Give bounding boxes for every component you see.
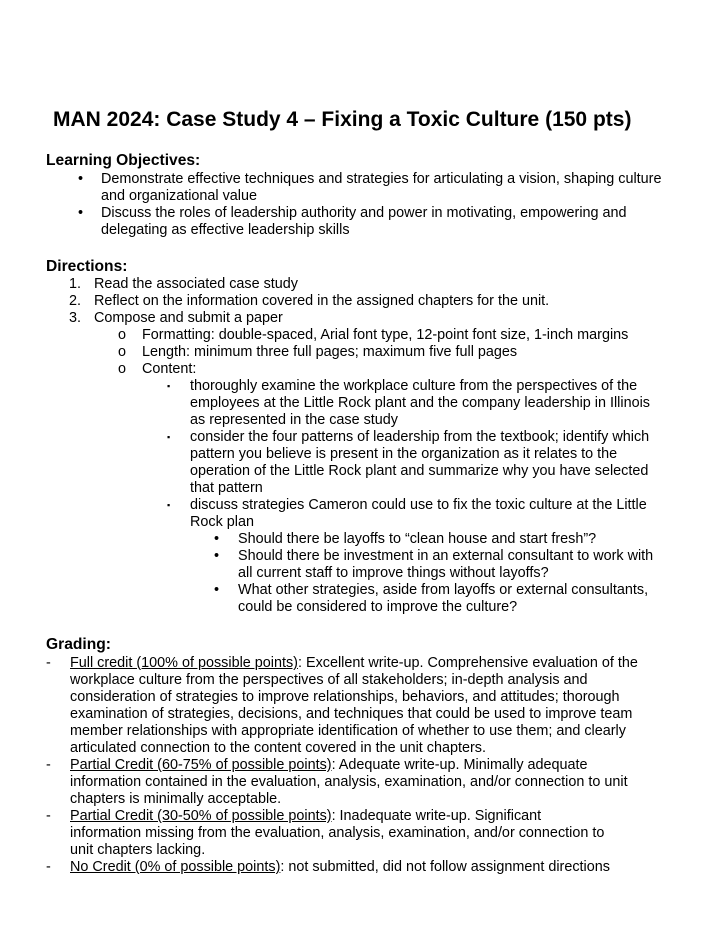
question-text: Should there be layoffs to “clean house and start fresh”? bbox=[238, 531, 597, 547]
list-item bbox=[0, 205, 716, 239]
list-item bbox=[0, 327, 716, 344]
grade-description: : not submitted, did not follow assignment directions bbox=[280, 859, 610, 875]
grade-label: Partial Credit (30-50% of possible points) bbox=[70, 808, 332, 824]
directions-heading: Directions: bbox=[46, 258, 128, 275]
list-item bbox=[0, 531, 716, 548]
step-number: 3. bbox=[69, 310, 82, 326]
requirement-text: Length: minimum three full pages; maximum five full pages bbox=[142, 344, 518, 360]
list-item bbox=[0, 276, 716, 293]
dash-marker: - bbox=[46, 655, 51, 671]
page-title: MAN 2024: Case Study 4 – Fixing a Toxic Culture (150 pts) bbox=[53, 108, 632, 131]
grading-heading: Grading: bbox=[46, 636, 111, 653]
questions-list bbox=[0, 531, 716, 616]
list-item bbox=[0, 293, 716, 310]
grade-description: : Inadequate write-up. Significant information missing from the evaluation, analysis, examination, and/or connection to unit chapters lacking. bbox=[70, 808, 605, 858]
list-item bbox=[0, 497, 716, 531]
list-item bbox=[0, 429, 716, 497]
bullet-marker: • bbox=[214, 531, 220, 547]
dash-marker: - bbox=[46, 808, 51, 824]
list-item bbox=[0, 310, 716, 327]
question-text: What other strategies, aside from layoffs or external consultants, could be considered to improve the culture? bbox=[238, 582, 649, 615]
directions-list bbox=[0, 276, 716, 327]
square-marker: ▪ bbox=[167, 432, 171, 442]
bullet-marker: • bbox=[214, 582, 220, 598]
dash-marker: - bbox=[46, 859, 51, 875]
list-item bbox=[0, 378, 716, 429]
objective-text: Demonstrate effective techniques and strategies for articulating a vision, shaping culture and organizational value bbox=[101, 171, 662, 204]
step-text: Read the associated case study bbox=[94, 276, 298, 292]
content-list bbox=[0, 378, 716, 531]
list-item bbox=[0, 171, 716, 205]
objective-text: Discuss the roles of leadership authority and power in motivating, empowering and delegating as effective leadership skills bbox=[101, 205, 627, 238]
content-text: thoroughly examine the workplace culture from the perspectives of the employees at the Little Rock plant and the company leadership in Illinois as represented in the case study bbox=[190, 378, 650, 428]
grade-label: No Credit (0% of possible points) bbox=[70, 859, 281, 875]
grade-label: Full credit (100% of possible points) bbox=[70, 655, 298, 671]
requirement-text: Formatting: double-spaced, Arial font type, 12-point font size, 1-inch margins bbox=[142, 327, 629, 343]
circle-marker: o bbox=[118, 344, 127, 360]
bullet-marker: • bbox=[214, 548, 220, 564]
requirement-text: Content: bbox=[142, 361, 197, 377]
learning-objectives-list bbox=[0, 171, 716, 239]
dash-marker: - bbox=[46, 757, 51, 773]
content-text: discuss strategies Cameron could use to fix the toxic culture at the Little Rock plan bbox=[190, 497, 647, 530]
step-number: 2. bbox=[69, 293, 82, 309]
list-item bbox=[0, 361, 716, 378]
content-text: consider the four patterns of leadership from the textbook; identify which pattern you believe is present in the organization as it relates to the operation of the Little Rock plant and summarize why you have selected that pattern bbox=[190, 429, 650, 496]
circle-marker: o bbox=[118, 327, 127, 343]
question-text: Should there be investment in an external consultant to work with all current staff to improve things without layoffs? bbox=[238, 548, 654, 581]
learning-objectives-heading: Learning Objectives: bbox=[46, 152, 201, 169]
step-text: Compose and submit a paper bbox=[94, 310, 283, 326]
bullet-marker: • bbox=[78, 171, 84, 187]
grade-description: : Excellent write-up. Comprehensive evaluation of the workplace culture from the perspectives of all stakeholders; in-depth analysis and consideration of strategies to improve relationships, behaviors, and attitudes; thorough examination of strategies, decisions, and techniques that could be used to improve team member relationships with appropriate identification of whether to use them; and clearly articulated connection to the content covered in the unit chapters. bbox=[70, 655, 638, 756]
list-item bbox=[0, 808, 716, 859]
square-marker: ▪ bbox=[167, 381, 171, 391]
step-number: 1. bbox=[69, 276, 82, 292]
list-item bbox=[0, 757, 716, 808]
list-item bbox=[0, 344, 716, 361]
grade-description: : Adequate write-up. Minimally adequate information contained in the evaluation, analysis, examination, and/or connection to unit chapters is minimally acceptable. bbox=[70, 757, 628, 807]
list-item bbox=[0, 582, 716, 616]
grading-list bbox=[0, 655, 716, 876]
square-marker: ▪ bbox=[167, 500, 171, 510]
list-item bbox=[0, 548, 716, 582]
list-item bbox=[0, 655, 716, 757]
bullet-marker: • bbox=[78, 205, 84, 221]
grade-label: Partial Credit (60-75% of possible points) bbox=[70, 757, 332, 773]
circle-marker: o bbox=[118, 361, 127, 377]
paper-requirements-list bbox=[0, 327, 716, 378]
step-text: Reflect on the information covered in the assigned chapters for the unit. bbox=[94, 293, 550, 309]
list-item bbox=[0, 859, 716, 876]
